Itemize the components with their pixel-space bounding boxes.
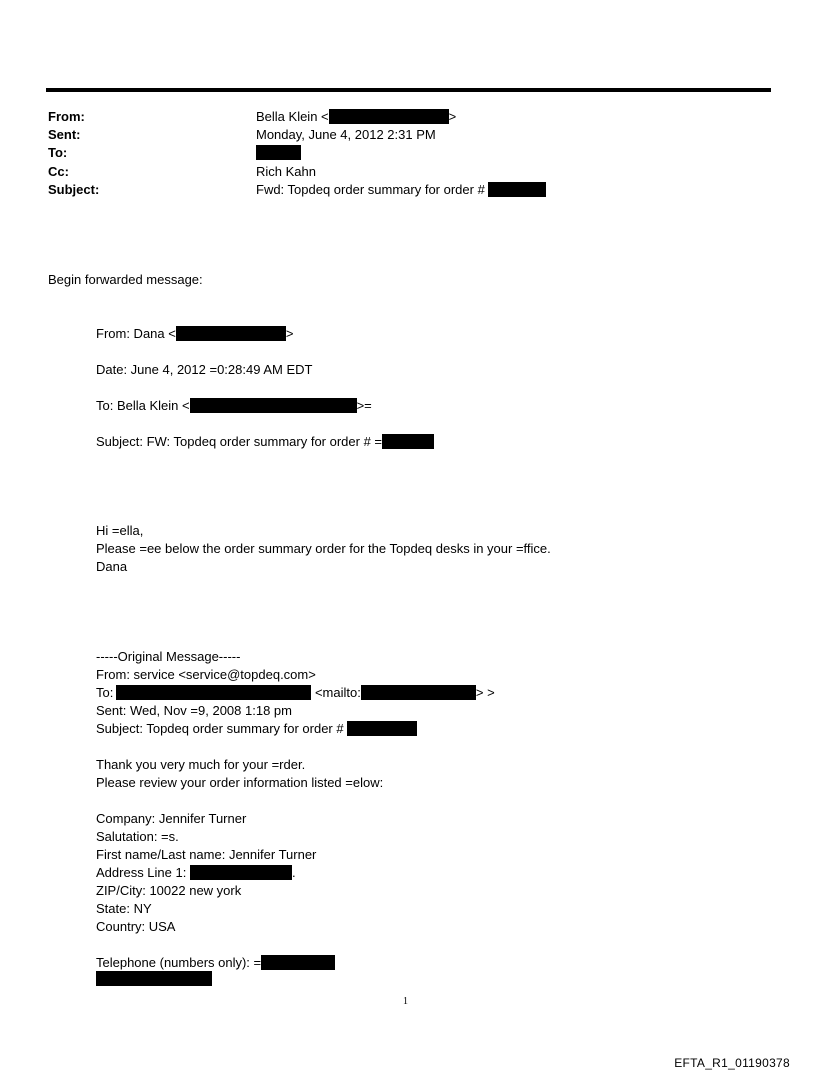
original-to	[96, 685, 495, 700]
message-line: Please =ee below the order summary order for the Topdeq desks in your =ffice.	[96, 541, 551, 556]
subject-text: Fwd: Topdeq order summary for order #	[256, 182, 485, 197]
redaction-block	[190, 865, 292, 880]
page-number: 1	[403, 996, 408, 1007]
forward-subject-prefix: Subject: FW: Topdeq order summary for order # =	[96, 434, 383, 449]
redaction-block	[488, 182, 546, 197]
subject-value	[256, 182, 546, 197]
original-from: From: service <service@topdeq.com>	[96, 667, 316, 682]
address-prefix: Address Line 1:	[96, 865, 187, 880]
cc-label: Cc:	[48, 164, 69, 179]
redaction-block	[347, 721, 417, 736]
company-line: Company: Jennifer Turner	[96, 811, 247, 826]
name-line: First name/Last name: Jennifer Turner	[96, 847, 317, 862]
country-line: Country: USA	[96, 919, 176, 934]
to-label: To:	[48, 145, 68, 160]
forward-to-prefix: To: Bella Klein <	[96, 398, 190, 413]
sent-value: Monday, June 4, 2012 2:31 PM	[256, 127, 436, 142]
state-line: State: NY	[96, 901, 152, 916]
redaction-block	[176, 326, 286, 341]
original-divider: -----Original Message-----	[96, 649, 241, 664]
forward-subject	[96, 434, 434, 449]
original-sent: Sent: Wed, Nov =9, 2008 1:18 pm	[96, 703, 292, 718]
redaction-block	[361, 685, 476, 700]
original-subject	[96, 721, 417, 736]
salutation-line: Salutation: =s.	[96, 829, 179, 844]
forward-from-prefix: From: Dana <	[96, 326, 176, 341]
redaction-block	[329, 109, 449, 124]
signature: Dana	[96, 559, 128, 574]
redaction-block	[256, 145, 301, 160]
header-rule	[46, 88, 771, 92]
forward-from	[96, 326, 293, 341]
telephone-continued	[96, 971, 212, 986]
address-line	[96, 865, 296, 880]
forward-date: Date: June 4, 2012 =0:28:49 AM EDT	[96, 362, 313, 377]
original-to-prefix: To:	[96, 685, 114, 700]
subject-label: Subject:	[48, 182, 100, 197]
thanks-line: Thank you very much for your =rder.	[96, 757, 306, 772]
redaction-block	[190, 398, 357, 413]
redaction-block	[382, 434, 434, 449]
sent-label: Sent:	[48, 127, 81, 142]
redaction-block	[96, 971, 212, 986]
forward-to-suffix: >=	[356, 398, 372, 413]
from-value	[256, 109, 456, 124]
redaction-block	[116, 685, 311, 700]
telephone-prefix: Telephone (numbers only): =	[96, 955, 262, 970]
original-to-suffix: > >	[475, 685, 495, 700]
forward-to	[96, 398, 372, 413]
cc-value: Rich Kahn	[256, 164, 316, 179]
from-label: From:	[48, 109, 85, 124]
forward-intro: Begin forwarded message:	[48, 272, 203, 287]
telephone-line	[96, 955, 335, 970]
original-subject-prefix: Subject: Topdeq order summary for order #	[96, 721, 344, 736]
from-close: >	[448, 109, 457, 124]
original-mailto: <mailto:	[314, 685, 361, 700]
bates-number: EFTA_R1_01190378	[674, 1056, 790, 1070]
address-suffix: .	[291, 865, 296, 880]
redaction-block	[261, 955, 335, 970]
forward-from-suffix: >	[285, 326, 294, 341]
from-name: Bella Klein <	[256, 109, 329, 124]
greeting: Hi =ella,	[96, 523, 144, 538]
zip-line: ZIP/City: 10022 new york	[96, 883, 242, 898]
to-value	[256, 145, 301, 160]
review-line: Please review your order information listed =elow:	[96, 775, 384, 790]
